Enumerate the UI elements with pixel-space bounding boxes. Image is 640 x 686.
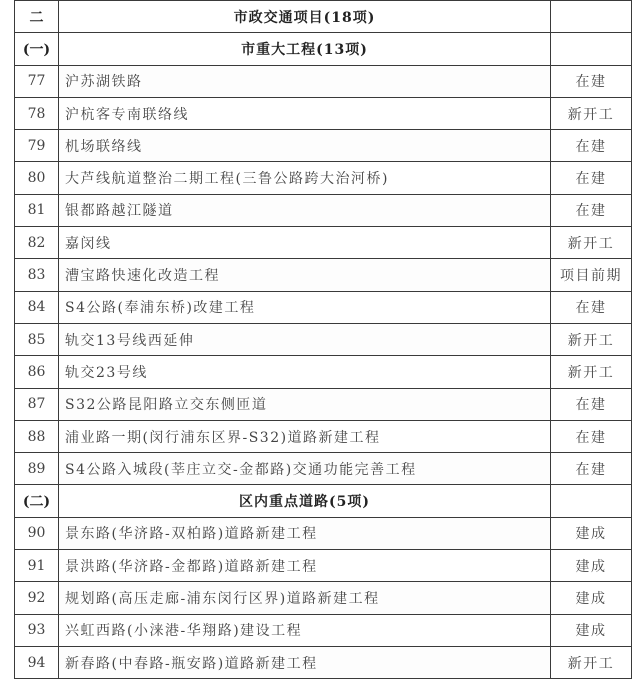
- project-status: 在建: [551, 453, 632, 485]
- table-row: [15, 227, 632, 259]
- table-row: [15, 194, 632, 226]
- project-number: 80: [15, 162, 59, 194]
- project-status: 建成: [551, 614, 632, 646]
- project-status: 项目前期: [551, 259, 632, 291]
- category-header-row: [15, 1, 632, 33]
- project-status: 建成: [551, 582, 632, 614]
- project-number: 83: [15, 259, 59, 291]
- project-status: 在建: [551, 194, 632, 226]
- section-title: 区内重点道路(5项): [59, 485, 551, 517]
- project-number: 90: [15, 517, 59, 549]
- project-name: 机场联络线: [59, 130, 551, 162]
- table-row: [15, 130, 632, 162]
- project-status: 在建: [551, 162, 632, 194]
- project-status: 在建: [551, 130, 632, 162]
- project-table-body: [15, 1, 632, 679]
- project-status: 建成: [551, 550, 632, 582]
- project-number: 88: [15, 420, 59, 452]
- project-name: 轨交23号线: [59, 356, 551, 388]
- project-number: 77: [15, 65, 59, 97]
- project-number: 89: [15, 453, 59, 485]
- table-row: [15, 323, 632, 355]
- project-name: 银都路越江隧道: [59, 194, 551, 226]
- section-header-row: [15, 33, 632, 65]
- project-name: 大芦线航道整治二期工程(三鲁公路跨大治河桥): [59, 162, 551, 194]
- project-number: 79: [15, 130, 59, 162]
- table-row: [15, 453, 632, 485]
- project-status: 建成: [551, 517, 632, 549]
- project-name: 新春路(中春路-瓶安路)道路新建工程: [59, 646, 551, 678]
- project-name: 兴虹西路(小涞港-华翔路)建设工程: [59, 614, 551, 646]
- table-row: [15, 291, 632, 323]
- table-row: [15, 162, 632, 194]
- table-row: [15, 582, 632, 614]
- project-number: 91: [15, 550, 59, 582]
- table-row: [15, 646, 632, 678]
- table-row: [15, 550, 632, 582]
- project-name: 规划路(高压走廊-浦东闵行区界)道路新建工程: [59, 582, 551, 614]
- project-status: 新开工: [551, 323, 632, 355]
- section-title: 市重大工程(13项): [59, 33, 551, 65]
- table-row: [15, 388, 632, 420]
- table-row: [15, 517, 632, 549]
- project-name: 景洪路(华济路-金都路)道路新建工程: [59, 550, 551, 582]
- project-status: 新开工: [551, 646, 632, 678]
- section-number: (二): [15, 485, 59, 517]
- project-name: S4公路(奉浦东桥)改建工程: [59, 291, 551, 323]
- project-name: 景东路(华济路-双柏路)道路新建工程: [59, 517, 551, 549]
- table-row: [15, 97, 632, 129]
- section-number: (一): [15, 33, 59, 65]
- project-name: 沪苏湖铁路: [59, 65, 551, 97]
- section-header-row: [15, 485, 632, 517]
- project-name: S32公路昆阳路立交东侧匝道: [59, 388, 551, 420]
- category-status-cell: [551, 1, 632, 33]
- table-row: [15, 259, 632, 291]
- project-name: S4公路入城段(莘庄立交-金都路)交通功能完善工程: [59, 453, 551, 485]
- project-status: 在建: [551, 420, 632, 452]
- category-title: 市政交通项目(18项): [59, 1, 551, 33]
- table-row: [15, 420, 632, 452]
- project-status: 在建: [551, 291, 632, 323]
- project-number: 87: [15, 388, 59, 420]
- table-row: [15, 65, 632, 97]
- project-number: 92: [15, 582, 59, 614]
- project-number: 93: [15, 614, 59, 646]
- project-number: 85: [15, 323, 59, 355]
- project-table: [14, 0, 632, 679]
- project-status: 在建: [551, 388, 632, 420]
- project-number: 78: [15, 97, 59, 129]
- project-name: 漕宝路快速化改造工程: [59, 259, 551, 291]
- project-status: 新开工: [551, 227, 632, 259]
- project-number: 82: [15, 227, 59, 259]
- table-row: [15, 614, 632, 646]
- section-status-cell: [551, 485, 632, 517]
- project-status: 新开工: [551, 356, 632, 388]
- project-number: 86: [15, 356, 59, 388]
- project-name: 嘉闵线: [59, 227, 551, 259]
- project-name: 沪杭客专南联络线: [59, 97, 551, 129]
- project-number: 81: [15, 194, 59, 226]
- section-status-cell: [551, 33, 632, 65]
- project-status: 在建: [551, 65, 632, 97]
- project-name: 浦业路一期(闵行浦东区界-S32)道路新建工程: [59, 420, 551, 452]
- project-name: 轨交13号线西延伸: [59, 323, 551, 355]
- project-number: 94: [15, 646, 59, 678]
- project-number: 84: [15, 291, 59, 323]
- project-status: 新开工: [551, 97, 632, 129]
- table-row: [15, 356, 632, 388]
- category-number: 二: [15, 1, 59, 33]
